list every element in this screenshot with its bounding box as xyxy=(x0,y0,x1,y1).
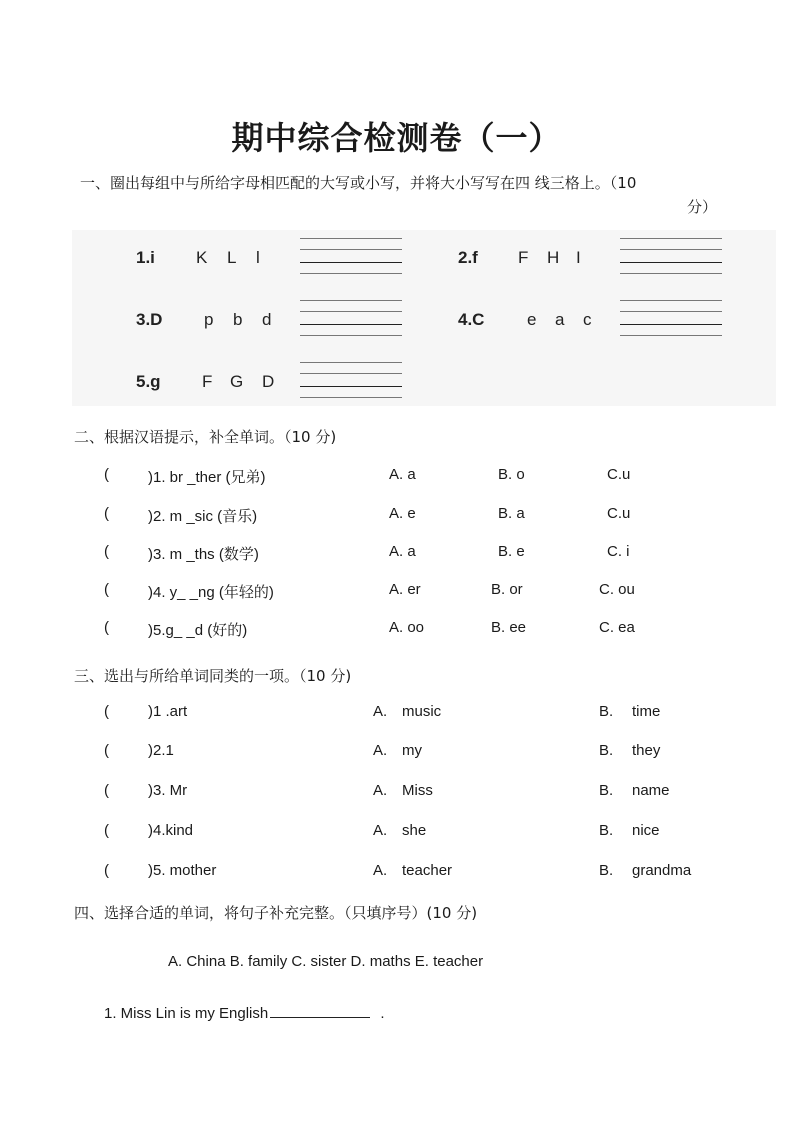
section-3-heading: 三、选出与所给单词同类的一项。（10 分) xyxy=(74,667,352,685)
letter-option: a xyxy=(555,310,565,329)
sentence-text: 1. Miss Lin is my English xyxy=(104,1005,269,1022)
word-bank: A. China B. family C. sister D. maths E. teacher xyxy=(168,953,484,970)
question-text: )2. m _sic (音乐) xyxy=(148,508,258,525)
letter-option: K xyxy=(196,248,208,267)
answer-blank[interactable]: ( xyxy=(104,466,109,483)
answer-blank[interactable]: ( xyxy=(104,619,109,636)
item-number: 5.g xyxy=(136,372,161,391)
page-title: 期中综合检测卷（一） xyxy=(231,119,562,157)
option-c: C. ou xyxy=(599,581,635,598)
option-b: nice xyxy=(632,822,660,839)
section-4-heading: 四、选择合适的单词，将句子补充完整。（只填序号）(10 分) xyxy=(74,904,478,922)
letter-option: c xyxy=(583,310,592,329)
option-c: C.u xyxy=(607,505,631,522)
letter-option: H xyxy=(547,248,560,267)
question-text: )3. Mr xyxy=(148,782,188,799)
option-a-label: A. xyxy=(373,742,388,759)
option-b-label: B. xyxy=(599,742,614,759)
question-text: )3. m _ths (数学) xyxy=(148,546,259,563)
option-a-label: A. xyxy=(373,822,388,839)
option-a: A. er xyxy=(389,581,421,598)
answer-blank[interactable]: ( xyxy=(104,581,109,598)
question-text: )1. br _ther (兄弟) xyxy=(148,469,266,486)
option-c: C. i xyxy=(607,543,630,560)
four-line-grid[interactable] xyxy=(300,238,402,276)
option-b: B. a xyxy=(498,505,525,522)
section-1-score-tail: 分） xyxy=(687,198,718,216)
option-b: name xyxy=(632,782,670,799)
option-a: my xyxy=(402,742,422,759)
letter-option: e xyxy=(527,310,537,329)
item-number: 3.D xyxy=(136,310,163,329)
question-text: )5.g_ _d (好的) xyxy=(148,622,248,639)
option-a: Miss xyxy=(402,782,433,799)
option-a-label: A. xyxy=(373,703,388,720)
option-b: B. o xyxy=(498,466,525,483)
question-text: )2.1 xyxy=(148,742,174,759)
option-a-label: A. xyxy=(373,862,388,879)
letter-option: d xyxy=(262,310,272,329)
letter-option: L xyxy=(227,248,237,267)
question-text: )5. mother xyxy=(148,862,217,879)
letter-option: F xyxy=(202,372,213,391)
option-a: A. a xyxy=(389,543,416,560)
four-line-grid[interactable] xyxy=(620,300,722,338)
four-line-grid[interactable] xyxy=(620,238,722,276)
answer-blank[interactable]: ( xyxy=(104,822,109,839)
section-2-heading: 二、根据汉语提示，补全单词。（10 分) xyxy=(74,428,337,446)
letter-option: D xyxy=(262,372,275,391)
option-a: music xyxy=(402,703,442,720)
four-line-grid[interactable] xyxy=(300,300,402,338)
sentence-question-1 xyxy=(104,1003,385,1022)
question-text: )4. y_ _ng (年轻的) xyxy=(148,584,274,601)
question-text: )4.kind xyxy=(148,822,194,839)
letter-option: b xyxy=(233,310,243,329)
item-number: 1.i xyxy=(136,248,155,267)
option-a: A. a xyxy=(389,466,416,483)
letter-option: G xyxy=(230,372,244,391)
option-c: C. ea xyxy=(599,619,635,636)
answer-blank[interactable]: ( xyxy=(104,505,109,522)
option-b: time xyxy=(632,703,661,720)
letter-option: l xyxy=(256,248,260,267)
option-b-label: B. xyxy=(599,703,614,720)
option-b: B. ee xyxy=(491,619,527,636)
item-number: 2.f xyxy=(458,248,478,267)
answer-blank[interactable]: ( xyxy=(104,742,109,759)
sentence-end: . xyxy=(380,1005,385,1022)
option-b: grandma xyxy=(632,862,692,879)
letter-option: I xyxy=(576,248,581,267)
answer-blank[interactable] xyxy=(270,1003,370,1018)
option-a: A. oo xyxy=(389,619,425,636)
option-b-label: B. xyxy=(599,782,614,799)
section-1-heading: 一、圈出每组中与所给字母相匹配的大写或小写，并将大小写写在四 线三格上。（10 xyxy=(80,174,637,192)
option-b-label: B. xyxy=(599,822,614,839)
letter-matching-panel xyxy=(72,230,776,406)
letter-option: p xyxy=(204,310,214,329)
item-number: 4.C xyxy=(458,310,485,329)
four-line-grid[interactable] xyxy=(300,362,402,400)
answer-blank[interactable]: ( xyxy=(104,862,109,879)
option-a-label: A. xyxy=(373,782,388,799)
question-text: )1 .art xyxy=(148,703,188,720)
option-a: A. e xyxy=(389,505,416,522)
answer-blank[interactable]: ( xyxy=(104,782,109,799)
option-a: she xyxy=(402,822,427,839)
option-b: they xyxy=(632,742,661,759)
letter-option: F xyxy=(518,248,529,267)
answer-blank[interactable]: ( xyxy=(104,543,109,560)
answer-blank[interactable]: ( xyxy=(104,703,109,720)
option-b: B. or xyxy=(491,581,523,598)
option-b-label: B. xyxy=(599,862,614,879)
option-c: C.u xyxy=(607,466,631,483)
option-b: B. e xyxy=(498,543,525,560)
option-a: teacher xyxy=(402,862,453,879)
